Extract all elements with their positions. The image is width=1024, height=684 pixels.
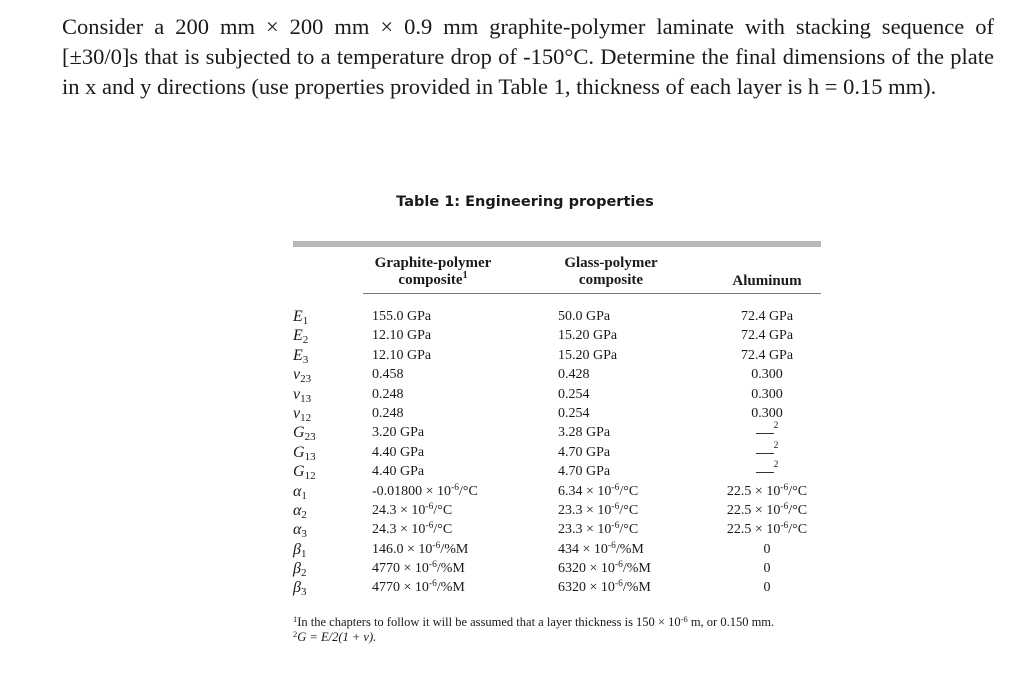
aluminum-cell — [713, 326, 821, 345]
property-symbol — [293, 326, 323, 345]
graphite-cell — [372, 578, 478, 597]
graphite-exponent: -6 — [432, 540, 441, 551]
aluminum-value: 72.4 GPa — [740, 347, 794, 363]
glass-value: 0.254 — [558, 386, 590, 402]
property-symbol — [293, 520, 323, 539]
glass-value: 4.70 GPa — [558, 444, 611, 460]
aluminum-cell — [713, 501, 821, 520]
aluminum-exponent: -6 — [780, 501, 789, 512]
symbol-subscript: 2 — [302, 334, 309, 347]
glass-cell — [558, 423, 651, 442]
symbol-subscript: 2 — [301, 508, 307, 521]
graphite-cell — [372, 520, 478, 539]
shear-modulus-dash — [756, 443, 774, 454]
aluminum-cell — [713, 578, 821, 597]
property-symbol — [293, 482, 323, 501]
glass-unit: /%M — [622, 561, 651, 577]
symbol-column — [293, 307, 323, 598]
aluminum-footnote-ref: 2 — [773, 460, 779, 471]
glass-value: 23.3 × 10 — [558, 522, 612, 538]
glass-column — [558, 307, 651, 598]
table-caption-text: Table 1: Engineering properties — [396, 194, 654, 210]
symbol-letter: E — [293, 346, 303, 364]
aluminum-cell — [713, 559, 821, 578]
graphite-value: 24.3 × 10 — [372, 522, 426, 538]
aluminum-value: 72.4 GPa — [740, 309, 794, 324]
symbol-subscript: 3 — [301, 528, 307, 541]
glass-value: 0.254 — [558, 405, 590, 421]
property-symbol — [293, 346, 323, 365]
glass-cell — [558, 443, 651, 462]
graphite-value: 4.40 GPa — [372, 444, 425, 460]
glass-value: 6320 × 10 — [558, 580, 615, 596]
property-symbol — [293, 443, 323, 462]
glass-value: 6320 × 10 — [558, 561, 615, 577]
symbol-subscript: 13 — [304, 450, 316, 463]
graphite-cell — [372, 423, 478, 442]
graphite-exponent: -6 — [428, 560, 437, 571]
graphite-value: 12.10 GPa — [372, 328, 432, 344]
glass-value: 3.28 GPa — [558, 425, 611, 441]
graphite-value: 4770 × 10 — [372, 580, 429, 596]
symbol-subscript: 12 — [300, 411, 312, 424]
graphite-unit: /°C — [458, 483, 478, 499]
graphite-value: 24.3 × 10 — [372, 502, 426, 518]
graphite-value: 3.20 GPa — [372, 425, 425, 441]
glass-unit: /°C — [619, 502, 639, 518]
graphite-exponent: -6 — [451, 482, 459, 493]
glass-unit: /°C — [619, 483, 639, 499]
property-symbol — [293, 307, 323, 326]
glass-value: 434 × 10 — [558, 541, 608, 557]
graphite-value: 4.40 GPa — [372, 464, 425, 480]
glass-cell — [558, 307, 651, 326]
aluminum-cell — [713, 423, 821, 442]
table-caption — [0, 194, 1024, 210]
symbol-subscript: 23 — [304, 431, 316, 444]
footnote-2-text: G = E/2(1 + ν). — [297, 629, 377, 644]
header-aluminum: Aluminum — [732, 273, 802, 289]
graphite-cell — [372, 385, 478, 404]
symbol-subscript: 2 — [300, 567, 307, 580]
aluminum-exponent: -6 — [780, 521, 789, 532]
property-symbol — [293, 578, 323, 597]
glass-exponent: -6 — [611, 482, 620, 493]
footnote-1-mark: 1 — [293, 614, 298, 624]
aluminum-column — [713, 307, 821, 598]
aluminum-cell — [713, 520, 821, 539]
property-symbol — [293, 559, 323, 578]
graphite-cell — [372, 365, 478, 384]
graphite-value: 146.0 × 10 — [372, 541, 433, 557]
symbol-letter: α — [293, 482, 302, 500]
aluminum-value: 22.5 × 10 — [726, 522, 781, 538]
glass-cell — [558, 520, 651, 539]
header-graphite — [363, 255, 503, 289]
graphite-unit: /%M — [436, 561, 465, 577]
graphite-value: 0.248 — [372, 386, 404, 402]
aluminum-value: 72.4 GPa — [740, 328, 794, 344]
symbol-letter: ν — [293, 404, 301, 422]
graphite-cell — [372, 540, 478, 559]
glass-value: 15.20 GPa — [558, 328, 618, 344]
glass-unit: /%M — [615, 541, 644, 557]
graphite-exponent: -6 — [425, 521, 434, 532]
graphite-value: -0.01800 × 10 — [372, 483, 452, 499]
symbol-letter: G — [293, 463, 305, 481]
graphite-cell — [372, 443, 478, 462]
glass-cell — [558, 482, 651, 501]
symbol-subscript: 3 — [300, 586, 307, 599]
symbol-subscript: 23 — [300, 373, 312, 386]
header-graphite-note: 1 — [462, 270, 468, 281]
property-symbol — [293, 540, 323, 559]
graphite-unit: /°C — [433, 502, 453, 518]
glass-cell — [558, 346, 651, 365]
footnote-2-mark: 2 — [293, 628, 298, 639]
glass-cell — [558, 578, 651, 597]
symbol-letter: ν — [293, 385, 301, 403]
aluminum-value: 0 — [763, 561, 771, 577]
glass-cell — [558, 501, 651, 520]
glass-value: 0.428 — [558, 367, 590, 383]
aluminum-exponent: -6 — [780, 482, 789, 493]
graphite-cell — [372, 482, 478, 501]
aluminum-value: 22.5 × 10 — [726, 483, 781, 499]
symbol-letter: E — [293, 327, 303, 345]
graphite-value: 12.10 GPa — [372, 347, 432, 363]
header-rule — [363, 293, 821, 294]
symbol-letter: α — [293, 521, 302, 539]
glass-exponent: -6 — [614, 560, 623, 571]
glass-value: 50.0 GPa — [558, 309, 611, 324]
glass-cell — [558, 365, 651, 384]
glass-value: 4.70 GPa — [558, 464, 611, 480]
graphite-exponent: -6 — [428, 579, 437, 590]
glass-cell — [558, 385, 651, 404]
symbol-letter: E — [293, 308, 303, 325]
symbol-letter: α — [293, 501, 302, 519]
glass-cell — [558, 559, 651, 578]
header-glass: Glass-polymer composite — [564, 255, 658, 288]
glass-exponent: -6 — [611, 521, 620, 532]
property-symbol — [293, 404, 323, 423]
graphite-cell — [372, 326, 478, 345]
aluminum-value: 0.300 — [751, 367, 783, 383]
graphite-unit: /%M — [436, 580, 465, 596]
footnote-1-text: In the chapters to follow it will be assumed that a layer thickness is 150 × 10 — [297, 615, 681, 629]
aluminum-footnote-ref: 2 — [773, 421, 779, 432]
symbol-subscript: 12 — [304, 470, 316, 483]
aluminum-cell — [713, 385, 821, 404]
symbol-letter: G — [293, 424, 305, 442]
glass-exponent: -6 — [607, 540, 616, 551]
symbol-subscript: 1 — [301, 489, 307, 502]
table-footnotes — [293, 615, 833, 644]
aluminum-cell — [713, 404, 821, 423]
graphite-value: 0.458 — [372, 367, 404, 383]
aluminum-value: 0.300 — [751, 386, 783, 402]
symbol-letter: β — [293, 560, 301, 578]
glass-value: 15.20 GPa — [558, 347, 618, 363]
shear-modulus-dash — [756, 423, 774, 434]
graphite-column — [372, 307, 478, 598]
glass-value: 6.34 × 10 — [558, 483, 612, 499]
glass-cell — [558, 540, 651, 559]
footnote-2 — [293, 630, 833, 645]
footnote-1 — [293, 615, 833, 630]
aluminum-value: 0 — [763, 541, 771, 557]
aluminum-cell — [713, 365, 821, 384]
property-symbol — [293, 385, 323, 404]
property-symbol — [293, 501, 323, 520]
graphite-cell — [372, 501, 478, 520]
graphite-unit: /°C — [433, 522, 453, 538]
graphite-exponent: -6 — [425, 501, 434, 512]
table-top-rule — [293, 241, 821, 247]
glass-unit: /°C — [619, 522, 639, 538]
shear-modulus-dash — [756, 462, 774, 473]
glass-value: 23.3 × 10 — [558, 502, 612, 518]
property-symbol — [293, 423, 323, 442]
aluminum-footnote-ref: 2 — [773, 440, 779, 451]
graphite-cell — [372, 307, 478, 326]
graphite-value: 0.248 — [372, 405, 404, 421]
glass-unit: /%M — [622, 580, 651, 596]
graphite-cell — [372, 346, 478, 365]
aluminum-unit: /°C — [788, 483, 808, 499]
header-graphite-text: Graphite-polymer composite — [374, 255, 492, 288]
footnote-1-exponent: -6 — [680, 614, 688, 624]
symbol-subscript: 3 — [302, 353, 309, 366]
aluminum-cell — [713, 540, 821, 559]
aluminum-cell — [713, 482, 821, 501]
glass-exponent: -6 — [611, 501, 620, 512]
symbol-letter: β — [293, 579, 301, 597]
footnote-1-tail: m, or 0.150 mm. — [687, 615, 775, 629]
graphite-cell — [372, 404, 478, 423]
glass-cell — [558, 404, 651, 423]
symbol-letter: β — [293, 540, 301, 558]
symbol-subscript: 1 — [300, 547, 307, 560]
aluminum-value: 22.5 × 10 — [726, 502, 781, 518]
aluminum-unit: /°C — [788, 502, 808, 518]
aluminum-value: 0.300 — [751, 405, 783, 421]
graphite-cell — [372, 462, 478, 481]
aluminum-cell — [713, 307, 821, 326]
glass-exponent: -6 — [614, 579, 623, 590]
aluminum-unit: /°C — [788, 522, 808, 538]
aluminum-cell — [713, 440, 821, 462]
symbol-letter: ν — [293, 366, 301, 384]
problem-statement: Consider a 200 mm × 200 mm × 0.9 mm graphite-polymer laminate with stacking sequence of [±30/0]s that is subjected to a temperature drop of -150°C. Determine the final dimensions of the plate in x and y directions (use properties provided in Table 1, thickness of each layer is h = 0.15 mm). — [62, 14, 994, 99]
property-symbol — [293, 462, 323, 481]
aluminum-value: 0 — [763, 580, 771, 596]
graphite-unit: /%M — [440, 541, 469, 557]
aluminum-cell — [713, 346, 821, 365]
symbol-letter: G — [293, 443, 305, 461]
symbol-subscript: 1 — [302, 315, 309, 327]
graphite-value: 4770 × 10 — [372, 561, 429, 577]
symbol-subscript: 13 — [300, 392, 312, 405]
graphite-value: 155.0 GPa — [372, 309, 432, 324]
aluminum-cell — [713, 462, 821, 481]
graphite-cell — [372, 559, 478, 578]
glass-cell — [558, 462, 651, 481]
property-symbol — [293, 365, 323, 384]
glass-cell — [558, 326, 651, 345]
